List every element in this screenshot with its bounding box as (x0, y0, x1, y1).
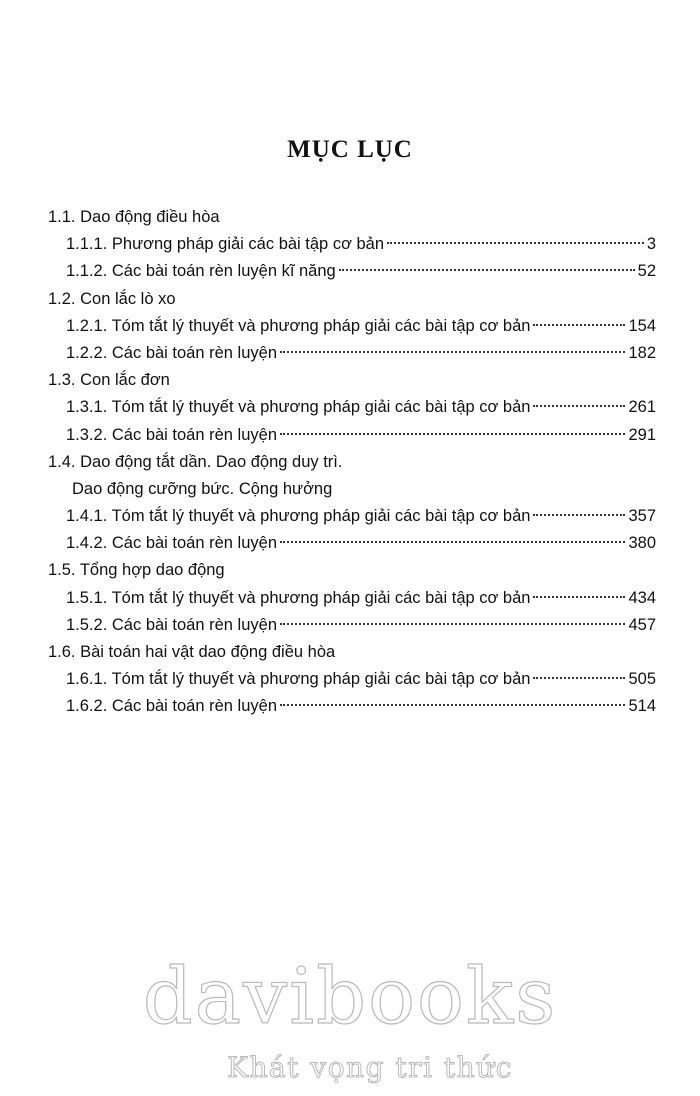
toc-number: 1.4.2. (66, 534, 108, 553)
toc-label (66, 340, 277, 367)
toc-label (66, 394, 530, 421)
toc-number: 1.2.1. (66, 316, 108, 335)
dot-leader (280, 541, 625, 543)
toc-label (66, 693, 277, 720)
toc-text: Con lắc đơn (80, 371, 170, 390)
toc-page-number: 291 (628, 425, 656, 444)
toc-section (48, 449, 656, 476)
dot-leader (533, 677, 625, 679)
toc-text: Dao động cưỡng bức. Cộng hưởng (72, 479, 333, 498)
toc-text: Phương pháp giải các bài tập cơ bản (111, 235, 385, 254)
toc-label (48, 639, 335, 666)
dot-leader (339, 269, 635, 271)
toc-number: 1.2.2. (66, 343, 108, 362)
toc-number: 1.3. (48, 371, 76, 390)
toc-text: Các bài toán rèn luyện (111, 425, 277, 444)
watermark-slogan: Khát vọng tri thức (227, 1051, 513, 1084)
toc-number: 1.4. (48, 452, 76, 471)
toc-section (48, 557, 656, 584)
dot-leader (533, 514, 625, 516)
dot-leader (533, 596, 625, 598)
toc-text: Tóm tắt lý thuyết và phương pháp giải các bài tập cơ bản (111, 507, 531, 526)
toc-entry (48, 340, 656, 367)
toc-label (66, 503, 530, 530)
toc-page-number: 154 (628, 316, 656, 335)
toc-text: Các bài toán rèn luyện (111, 615, 277, 634)
toc-entry (48, 231, 656, 258)
toc-section (48, 639, 656, 666)
toc-text: Các bài toán rèn luyện (111, 534, 277, 553)
toc-page-number: 3 (646, 235, 656, 254)
toc-number: 1.6. (48, 643, 76, 661)
toc-page-number: 261 (628, 398, 656, 417)
toc-entry (48, 585, 656, 612)
toc-number: 1.1.2. (66, 262, 108, 281)
toc-entry (48, 530, 656, 557)
dot-leader (533, 324, 625, 326)
toc-page-number: 357 (628, 507, 656, 526)
toc-entry (48, 612, 656, 639)
toc-label (48, 449, 342, 476)
toc-page-number: 457 (628, 615, 656, 634)
toc-label (66, 585, 530, 612)
toc-number: 1.1. (48, 208, 76, 226)
toc-text: Tổng hợp dao động (79, 561, 225, 580)
toc-label (66, 666, 530, 693)
toc-text: Các bài toán rèn luyện (111, 343, 277, 362)
toc-entry (48, 693, 656, 720)
dot-leader (387, 242, 644, 244)
toc-entry (48, 394, 656, 421)
toc-number: 1.5.2. (66, 615, 108, 634)
toc-text: Tóm tắt lý thuyết và phương pháp giải các bài tập cơ bản (111, 588, 531, 607)
toc-text: Tóm tắt lý thuyết và phương pháp giải các bài tập cơ bản (111, 670, 531, 689)
toc-label (48, 367, 170, 394)
table-of-contents (48, 204, 656, 721)
toc-label (66, 231, 384, 258)
toc-entry (48, 258, 656, 285)
toc-text: Dao động điều hòa (80, 208, 220, 226)
toc-entry (48, 503, 656, 530)
watermark-brand: davibooks (142, 952, 558, 1042)
toc-label (66, 313, 530, 340)
toc-label (66, 612, 277, 639)
toc-page-number: 380 (628, 534, 656, 553)
toc-text: Tóm tắt lý thuyết và phương pháp giải các bài tập cơ bản (111, 316, 531, 335)
toc-text: Bài toán hai vật dao động điều hòa (80, 643, 336, 661)
toc-number: 1.2. (48, 289, 76, 308)
toc-number: 1.3.2. (66, 425, 108, 444)
toc-label (48, 286, 176, 313)
dot-leader (280, 704, 625, 706)
toc-page-number: 434 (628, 588, 656, 607)
toc-number: 1.5.1. (66, 588, 108, 607)
toc-entry (48, 666, 656, 693)
toc-number: 1.3.1. (66, 398, 108, 417)
dot-leader (533, 405, 625, 407)
toc-entry (48, 422, 656, 449)
toc-entry (48, 313, 656, 340)
toc-text: Tóm tắt lý thuyết và phương pháp giải các bài tập cơ bản (111, 398, 531, 417)
toc-label (48, 204, 220, 231)
toc-page-number: 182 (628, 343, 656, 362)
toc-number: 1.4.1. (66, 507, 108, 526)
toc-text: Con lắc lò xo (80, 289, 176, 308)
toc-section (48, 367, 656, 394)
toc-text: Các bài toán rèn luyện kĩ năng (111, 262, 336, 281)
toc-section (48, 204, 656, 231)
toc-section (48, 286, 656, 313)
toc-number: 1.6.2. (66, 697, 108, 716)
toc-label (66, 258, 336, 285)
toc-number: 1.1.1. (66, 235, 108, 254)
toc-label (48, 557, 225, 584)
toc-section-continuation (48, 476, 656, 503)
dot-leader (280, 623, 625, 625)
toc-number: 1.5. (48, 561, 76, 580)
toc-page-number: 52 (637, 262, 656, 281)
toc-page-number: 505 (628, 670, 656, 689)
dot-leader (280, 433, 625, 435)
toc-label (66, 422, 277, 449)
toc-text: Các bài toán rèn luyện (111, 697, 277, 716)
page-title: MỤC LỤC (287, 136, 413, 163)
toc-number: 1.6.1. (66, 670, 108, 689)
toc-text: Dao động tắt dần. Dao động duy trì. (80, 452, 343, 471)
toc-label (66, 530, 277, 557)
toc-page-number: 514 (628, 697, 656, 716)
dot-leader (280, 351, 625, 353)
